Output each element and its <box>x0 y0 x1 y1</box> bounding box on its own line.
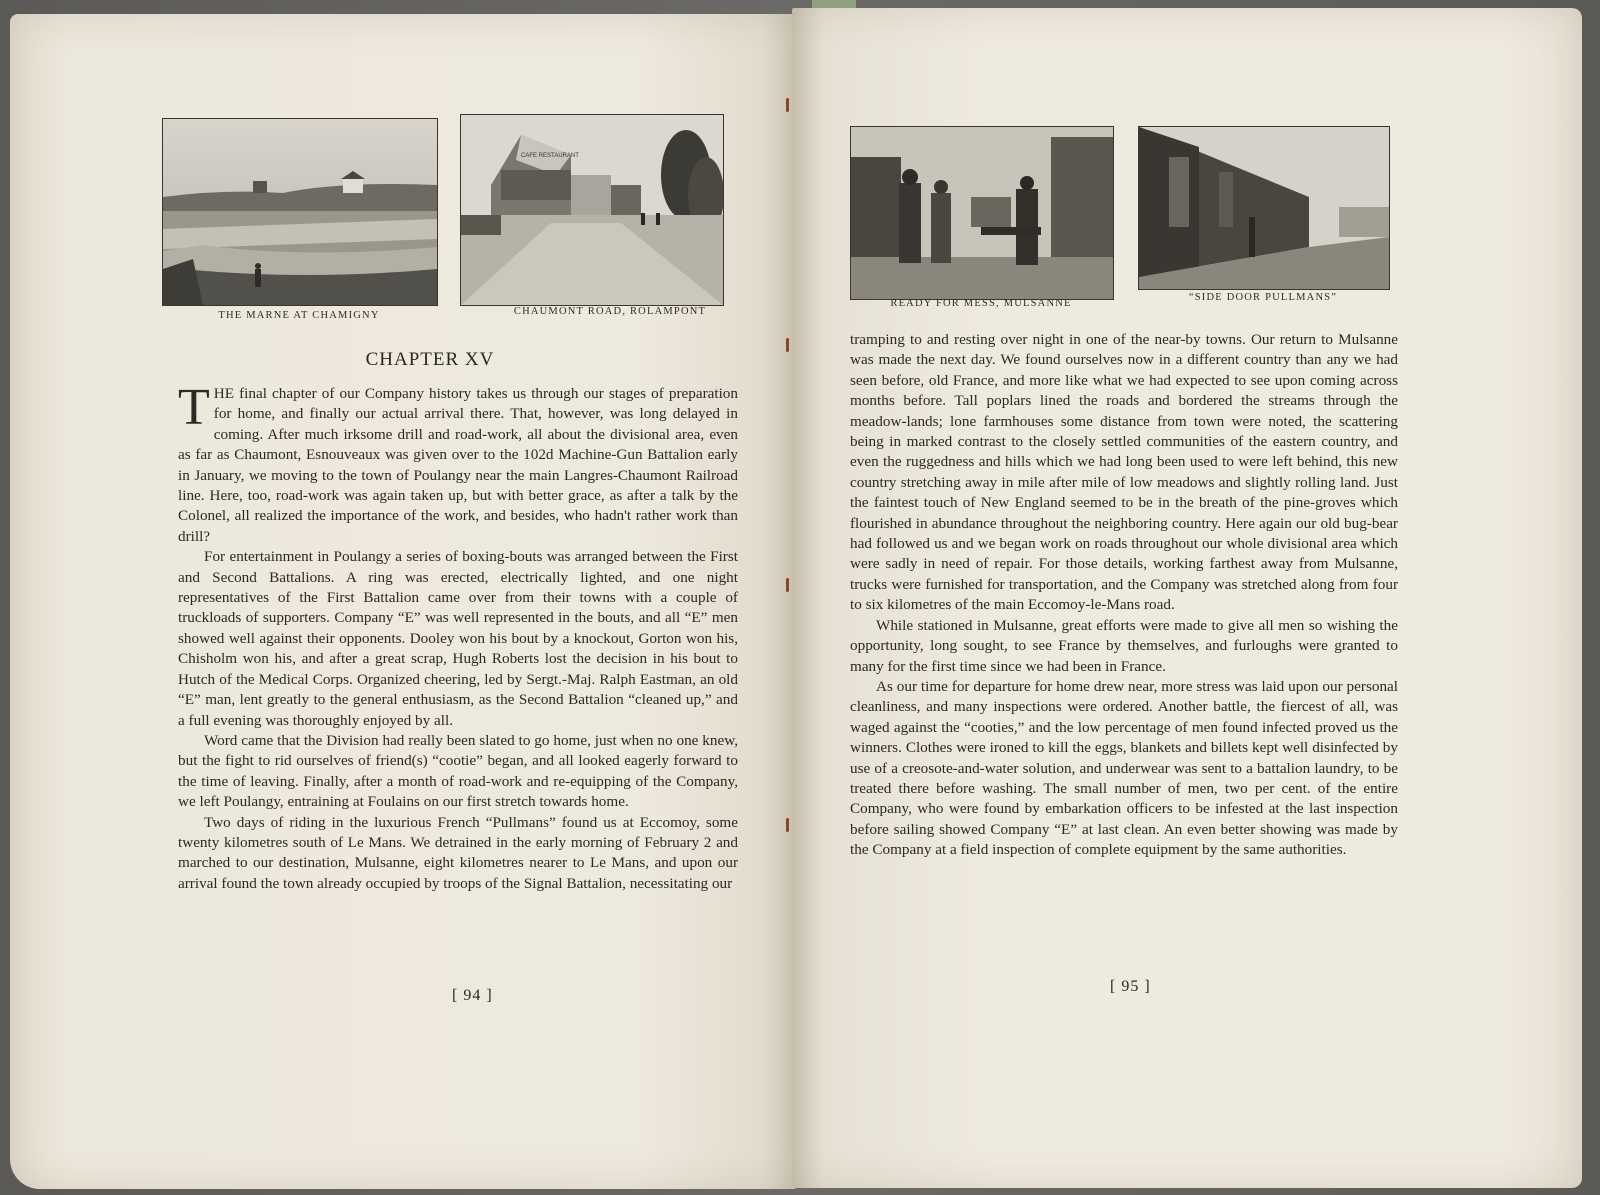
photo-caption: CHAUMONT ROAD, ROLAMPONT <box>513 306 707 317</box>
photo-caption: THE MARNE AT CHAMIGNY <box>218 310 380 321</box>
paragraph: While stationed in Mulsanne, great efforts were made to give all men so wishing the opportunity, long sought, to see France by themselves, and furloughs were granted to many for the first time since we had been in France. <box>850 616 1398 675</box>
left-body-text <box>178 379 738 894</box>
photo-chaumont-road <box>460 114 724 306</box>
photo-ready-for-mess <box>850 126 1114 300</box>
right-page <box>792 8 1582 1188</box>
right-body-text <box>850 330 1398 861</box>
photo-caption: “SIDE DOOR PULLMANS” <box>1188 292 1338 303</box>
photo-marne-at-chamigny <box>162 118 438 306</box>
paragraph: Two days of riding in the luxurious French “Pullmans” found us at Eccomoy, some twenty kilometres south of Le Mans. We detrained in the early morning of February 2 and marched to our destination, Mulsanne, eight kilometres nearer to Le Mans, and upon our arrival found the town already occupied by troops of the Signal Battalion, necessitating our <box>178 813 738 892</box>
paragraph: Word came that the Division had really been slated to go home, just when no one knew, but the fight to rid ourselves of friend(s) “cootie” began, and all looked eagerly forward to the time of leaving. Finally, after a month of road-work and re-equipping of the Company, we left Poulangy, entraining at Foulains on our first stretch towards home. <box>178 731 738 811</box>
drop-cap: T <box>178 379 210 436</box>
photo-caption: READY FOR MESS, MULSANNE <box>890 298 1072 309</box>
cafe-sign-text: CAFE RESTAURANT <box>521 153 579 159</box>
paragraph <box>178 379 738 547</box>
binding-stitch <box>786 98 789 112</box>
paragraph: For entertainment in Poulangy a series of boxing-bouts was arranged between the First and Second Battalions. A ring was erected, electrically lighted, and one night representatives of the First Battalion came over from their towns with a couple of truckloads of supporters. Company “E” was well represented in the bouts, and all “E” men showed well against their opponents. Dooley won his bout by a knockout, Gorton won his, Chisholm won his, and after a great scrap, Hugh Roberts lost the decision in his bout to Hutch of the Medical Corps. Organized cheering, led by Sergt.-Maj. Ralph Eastman, an old “E” man, lent greatly to the general enthusiasm, as the Second Battalion “cleaned up,” and a full evening was thoroughly enjoyed by all. <box>178 548 738 729</box>
binding-stitch <box>786 338 789 352</box>
paragraph: As our time for departure for home drew near, more stress was laid upon our personal cleanliness, and many inspections were ordered. Another battle, the fiercest of all, was waged against the “cooties,” and the low percentage of men found infected proved us the winners. Clothes were ironed to kill the eggs, blankets and billets kept well disinfected by use of a creosote-and-water solution, and underwear was sent to a battalion laundry, to be treated there before washing. The small number of men, two per cent. of the entire Company, who were found by embarkation officers to be infested at the last inspection before sailing showed Company “E” at last clean. An even better showing was made by the Company at a field inspection of complete equipment by the same authorities. <box>850 677 1398 859</box>
paragraph: tramping to and resting over night in one of the near-by towns. Our return to Mulsanne was made the next day. We found ourselves now in a different country than any we had seen before, old France, and more like what we had expected to see upon coming across months before. Tall poplars lined the roads and bordered the streams through the meadow-lands; lone farmhouses some distance from town were noted, the scattering being in marked contrast to the closely settled communities of the eastern country, and even the ruggedness and hills which we had long been used to were left behind, this new country stretching away in mile after mile of low meadows and slightly rolling land. Just the faintest touch of New England seemed to be in the breath of the pine-groves which flourished in abundance throughout the neighboring country. Here again our old bug-bear had followed us and we began work on roads throughout our whole divisional area which were sadly in need of repair. For those details, working farthest away from Mulsanne, trucks were furnished for transportation, and the Company was stretched along from four to six kilometres of the main Eccomoy-le-Mans road. <box>850 331 1398 614</box>
page-number: [ 95 ] <box>1110 978 1151 995</box>
left-page <box>10 14 796 1189</box>
page-number: [ 94 ] <box>452 987 493 1004</box>
paragraph-text: HE final chapter of our Company history takes us through our stages of preparation for home, and finally our actual arrival there. That, however, was long delayed in coming. After much irksome drill and road-work, all about the divisional area, even as far as Chaumont, Esnouveaux was given over to the 102d Machine-Gun Battalion early in January, we moving to the town of Poulangy near the main Langres-Chaumont Railroad line. Here, too, road-work was again taken up, but with better grace, as after a talk by the Colonel, all realized the importance of the work, and besides, who hadn't rather work than drill? <box>178 385 738 545</box>
binding-stitch <box>786 818 789 832</box>
photo-side-door-pullmans <box>1138 126 1390 290</box>
chapter-title: CHAPTER XV <box>365 349 495 370</box>
binding-stitch <box>786 578 789 592</box>
